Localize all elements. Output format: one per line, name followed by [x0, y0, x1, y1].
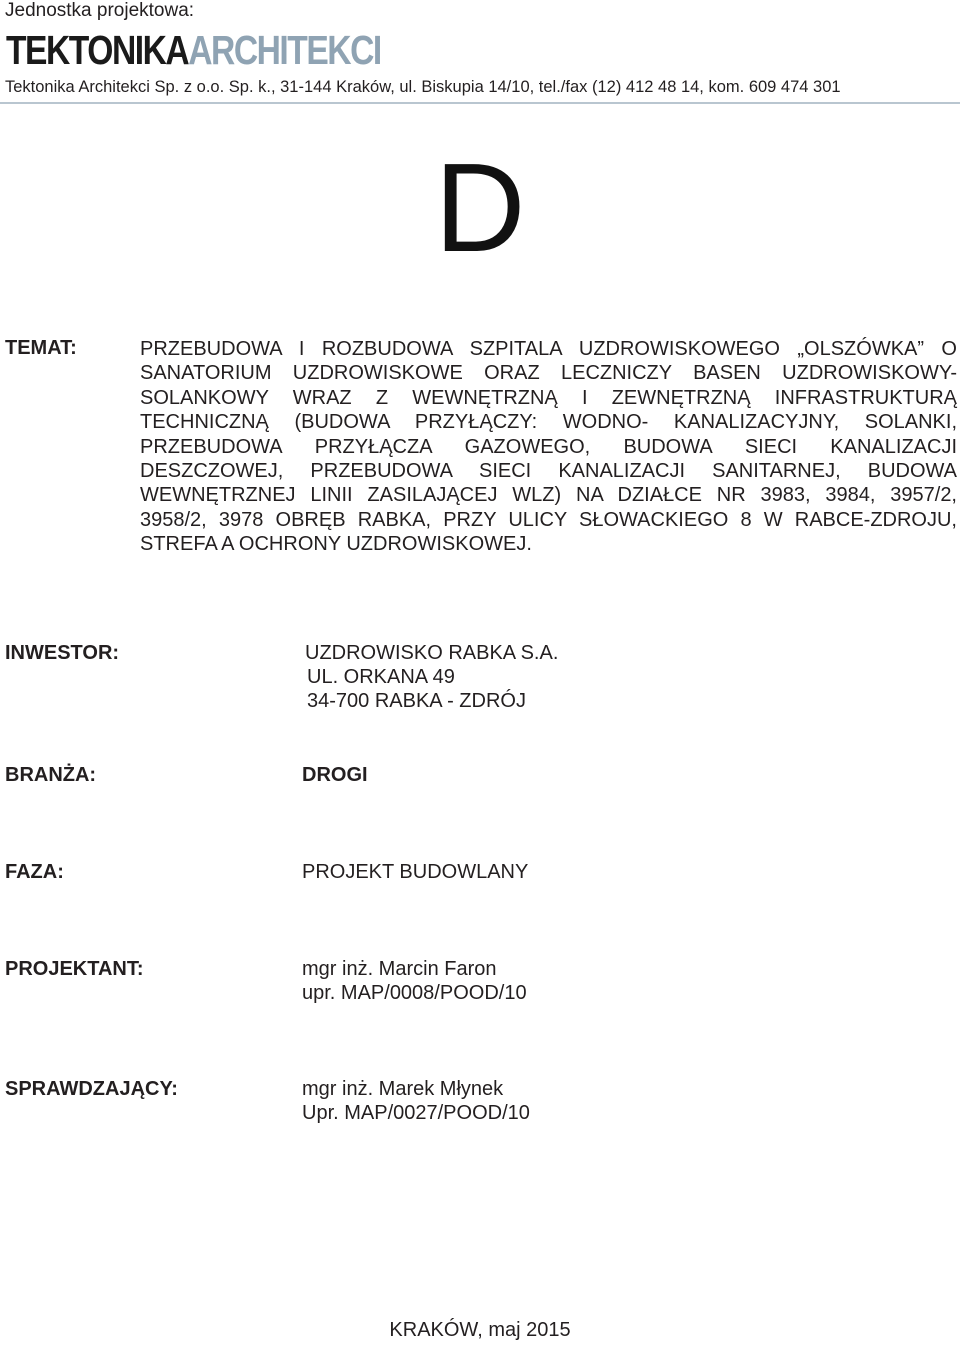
- faza-label: FAZA:: [5, 861, 64, 883]
- place-date-footer: KRAKÓW, maj 2015: [389, 1319, 571, 1341]
- temat-line: WEWNĘTRZNEJ LINII ZASILAJĄCEJ WLZ) NA DZIAŁCE NR 3983, 3984, 3957/2,: [140, 484, 957, 507]
- sprawdzajacy-name: mgr inż. Marek Młynek: [302, 1078, 504, 1100]
- temat-line: 3958/2, 3978 OBRĘB RABKA, PRZY ULICY SŁOWACKIEGO 8 W RABCE-ZDROJU,: [140, 508, 957, 531]
- temat-line: TECHNICZNĄ (BUDOWA PRZYŁĄCZY: WODNO- KANALIZACYJNY, SOLANKI,: [140, 411, 957, 434]
- faza-value: PROJEKT BUDOWLANY: [302, 861, 529, 883]
- inwestor-city: 34-700 RABKA - ZDRÓJ: [307, 690, 526, 712]
- header-divider: [0, 102, 960, 104]
- temat-line: PRZEBUDOWA I ROZBUDOWA SZPITALA UZDROWISKOWEGO „OLSZÓWKA” O: [140, 338, 957, 360]
- company-details: Tektonika Architekci Sp. z o.o. Sp. k., 31-144 Kraków, ul. Biskupia 14/10, tel./fax (12) 412 48 14, kom. 609 474 301: [5, 78, 841, 96]
- section-letter: D: [434, 137, 526, 278]
- inwestor-label: INWESTOR:: [5, 642, 120, 664]
- temat-line: DESZCZOWEJ, PRZEBUDOWA SIECI KANALIZACJI SANITARNEJ, BUDOWA: [140, 460, 957, 483]
- temat-line: SANATORIUM UZDROWISKOWE ORAZ LECZNICZY BASEN UZDROWISKOWY-: [140, 362, 957, 385]
- projektant-label: PROJEKTANT:: [5, 958, 144, 980]
- temat-label: TEMAT:: [5, 337, 77, 359]
- company-logo: [6, 27, 381, 73]
- projektant-name: mgr inż. Marcin Faron: [302, 958, 497, 980]
- logo-text-light: ARCHITEKCI: [188, 27, 381, 73]
- temat-line: STREFA A OCHRONY UZDROWISKOWEJ.: [140, 533, 532, 556]
- branza-label: BRANŻA:: [5, 764, 97, 786]
- inwestor-name: UZDROWISKO RABKA S.A.: [305, 642, 559, 664]
- sprawdzajacy-license: Upr. MAP/0027/POOD/10: [302, 1102, 530, 1124]
- temat-line: PRZEBUDOWA PRZYŁĄCZA GAZOWEGO, BUDOWA SIECI KANALIZACJI: [140, 435, 957, 458]
- temat-text: [140, 337, 957, 557]
- branza-value: DROGI: [302, 764, 368, 786]
- projektant-license: upr. MAP/0008/POOD/10: [302, 982, 527, 1004]
- design-unit-label: Jednostka projektowa:: [5, 0, 195, 21]
- logo-text-dark: TEKTONIKA: [6, 27, 189, 73]
- inwestor-street: UL. ORKANA 49: [307, 666, 455, 688]
- sprawdzajacy-label: SPRAWDZAJĄCY:: [5, 1078, 178, 1100]
- temat-line: SOLANKOWY WRAZ Z WEWNĘTRZNĄ I ZEWNĘTRZNĄ INFRASTRUKTURĄ: [140, 386, 957, 409]
